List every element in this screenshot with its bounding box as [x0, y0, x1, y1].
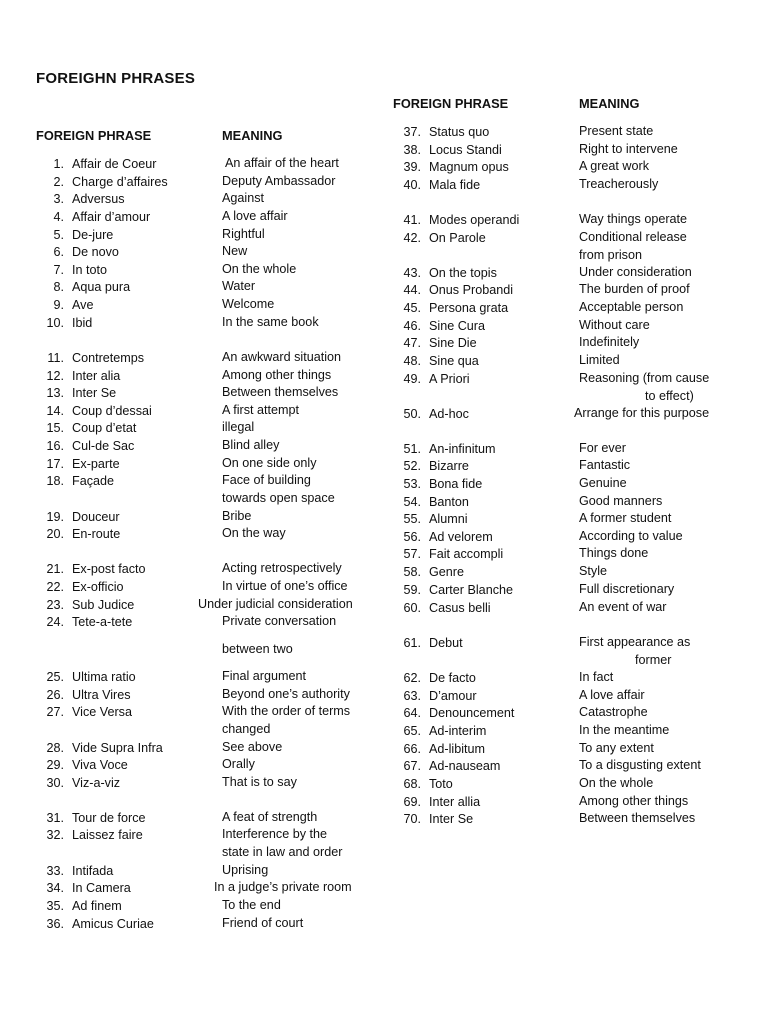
left-meaning-header: MEANING: [222, 128, 283, 143]
list-item: [36, 525, 376, 543]
entry-meaning: Full discretionary: [579, 582, 675, 596]
entry-phrase: An-infinitum: [429, 442, 496, 456]
entry-phrase: Façade: [72, 474, 115, 488]
entry-meaning: Final argument: [222, 669, 306, 683]
entry-phrase: Sine qua: [429, 354, 479, 368]
entry-phrase: En-route: [72, 527, 121, 541]
entry-phrase: Aqua pura: [72, 280, 131, 294]
entry-number: 18.: [46, 474, 64, 488]
entry-meaning: Deputy Ambassador: [222, 174, 336, 188]
list-item: [393, 334, 733, 352]
entry-phrase: Affair de Coeur: [72, 157, 157, 171]
entry-meaning: A great work: [579, 159, 649, 173]
entry-number: 29.: [46, 758, 64, 772]
list-item: [393, 264, 733, 282]
entry-meaning: to effect): [645, 388, 694, 403]
entry-number: 9.: [53, 298, 64, 312]
entry-phrase: Viz-a-viz: [72, 776, 121, 790]
entry-meaning: Uprising: [222, 863, 269, 877]
entry-number: 11.: [47, 351, 64, 365]
entry-number: 30.: [46, 776, 64, 790]
entry-number: 6.: [53, 245, 64, 259]
entry-number: 13.: [46, 386, 64, 400]
entry-number: 67.: [403, 759, 421, 773]
entry-meaning: Indefinitely: [579, 335, 640, 349]
entry-meaning: changed: [222, 721, 271, 736]
entry-phrase: Viva Voce: [72, 758, 128, 772]
entry-number: 32.: [46, 828, 64, 842]
entry-number: 16.: [46, 439, 64, 453]
entry-phrase: Denouncement: [429, 706, 515, 720]
list-item: [36, 367, 376, 385]
entry-meaning: Orally: [222, 757, 255, 771]
entry-meaning: A feat of strength: [222, 810, 318, 824]
entry-meaning: Interference by the: [222, 827, 328, 841]
list-item: [393, 793, 733, 811]
right-phrase-header: FOREIGN PHRASE: [393, 96, 509, 111]
entry-meaning: In virtue of one’s office: [222, 579, 348, 593]
entry-phrase: Persona grata: [429, 301, 509, 315]
entry-number: 36.: [46, 917, 64, 931]
entry-meaning: Under judicial consideration: [198, 597, 353, 611]
entry-phrase: Ibid: [72, 316, 93, 330]
entry-number: 39.: [403, 160, 421, 174]
entry-phrase: Bona fide: [429, 477, 483, 491]
entry-phrase: On Parole: [429, 231, 486, 245]
entry-meaning: An affair of the heart: [225, 156, 339, 170]
entry-phrase: De novo: [72, 245, 119, 259]
list-item: [36, 756, 376, 774]
entry-meaning: Private conversation: [222, 614, 337, 628]
entry-number: 59.: [403, 583, 421, 597]
entry-phrase: Ex-officio: [72, 580, 124, 594]
entry-meaning: In the meantime: [579, 723, 670, 737]
left-phrase-list: [36, 0, 376, 1024]
entry-meaning: Way things operate: [579, 212, 688, 226]
list-item: [393, 370, 733, 403]
entry-meaning: Face of building: [222, 473, 311, 487]
entry-number: 48.: [403, 354, 421, 368]
list-item: [36, 190, 376, 208]
entry-phrase: Ad-nauseam: [429, 759, 501, 773]
entry-meaning: First appearance as: [579, 635, 691, 649]
entry-phrase: Ex-parte: [72, 457, 120, 471]
entry-number: 7.: [53, 263, 64, 277]
entry-number: 4.: [53, 210, 64, 224]
entry-number: 43.: [403, 266, 421, 280]
entry-phrase: Ave: [72, 298, 94, 312]
entry-number: 37.: [403, 125, 421, 139]
list-item: [393, 669, 733, 687]
entry-number: 3.: [53, 192, 64, 206]
entry-number: 60.: [403, 601, 421, 615]
list-item: [393, 229, 733, 262]
entry-phrase: Onus Probandi: [429, 283, 514, 297]
entry-meaning: To the end: [222, 898, 281, 912]
entry-meaning: Genuine: [579, 476, 627, 490]
entry-phrase: Sine Die: [429, 336, 477, 350]
entry-meaning: A love affair: [222, 209, 288, 223]
entry-meaning: Friend of court: [222, 916, 304, 930]
list-item: [36, 155, 376, 173]
entry-meaning: between two: [222, 642, 293, 656]
entry-number: 41.: [403, 213, 421, 227]
entry-number: 12.: [46, 369, 64, 383]
entry-number: 54.: [403, 495, 421, 509]
entry-meaning: Among other things: [579, 794, 689, 808]
entry-number: 10.: [46, 316, 64, 330]
entry-phrase: Status quo: [429, 125, 490, 139]
list-item: [393, 457, 733, 475]
list-item: [393, 634, 733, 667]
entry-meaning: Conditional release: [579, 230, 687, 244]
entry-number: 65.: [403, 724, 421, 738]
list-item: [36, 915, 376, 933]
list-item: [393, 510, 733, 528]
entry-meaning: In the same book: [222, 315, 319, 329]
entry-phrase: Ultima ratio: [72, 670, 136, 684]
entry-number: 19.: [46, 510, 64, 524]
entry-number: 55.: [403, 512, 421, 526]
entry-phrase: Sine Cura: [429, 319, 486, 333]
entry-phrase: Casus belli: [429, 601, 491, 615]
list-item: [393, 405, 733, 423]
entry-phrase: Contretemps: [72, 351, 145, 365]
right-phrase-list: [393, 0, 753, 1024]
list-item: [393, 123, 733, 141]
entry-number: 8.: [53, 280, 64, 294]
entry-phrase: D’amour: [429, 689, 477, 703]
entry-number: 50.: [403, 407, 421, 421]
entry-meaning: A former student: [579, 511, 672, 525]
list-item: [393, 757, 733, 775]
list-item: [36, 703, 376, 736]
entry-phrase: Vice Versa: [72, 705, 132, 719]
entry-number: 31.: [46, 811, 64, 825]
entry-meaning: Right to intervene: [579, 142, 678, 156]
entry-phrase: Tete-a-tete: [72, 615, 133, 629]
list-item: [36, 879, 376, 897]
entry-meaning: In a judge’s private room: [214, 880, 352, 894]
list-item: [393, 158, 733, 176]
entry-meaning: To a disgusting extent: [579, 758, 701, 772]
list-item: [393, 775, 733, 793]
list-item: [36, 686, 376, 704]
list-item: [36, 261, 376, 279]
list-item: [36, 560, 376, 578]
list-item: [393, 176, 733, 194]
list-item: [36, 314, 376, 332]
list-item: [393, 352, 733, 370]
entry-meaning: That is to say: [222, 775, 297, 789]
entry-phrase: In Camera: [72, 881, 131, 895]
entry-phrase: On the topis: [429, 266, 497, 280]
entry-number: 34.: [46, 881, 64, 895]
entry-number: 56.: [403, 530, 421, 544]
entry-meaning: Among other things: [222, 368, 332, 382]
entry-number: 23.: [46, 598, 64, 612]
entry-meaning: Limited: [579, 353, 620, 367]
entry-meaning: With the order of terms: [222, 704, 351, 718]
entry-meaning: Good manners: [579, 494, 663, 508]
entry-phrase: Mala fide: [429, 178, 481, 192]
list-item: [36, 809, 376, 827]
entry-meaning: A love affair: [579, 688, 645, 702]
entry-phrase: Coup d’dessai: [72, 404, 152, 418]
entry-phrase: Inter alia: [72, 369, 121, 383]
entry-number: 49.: [403, 372, 421, 386]
entry-number: 33.: [46, 864, 64, 878]
entry-phrase: Sub Judice: [72, 598, 135, 612]
entry-meaning: Fantastic: [579, 458, 631, 472]
entry-phrase: Magnum opus: [429, 160, 509, 174]
entry-number: 35.: [46, 899, 64, 913]
entry-meaning: On one side only: [222, 456, 317, 470]
list-item: [36, 578, 376, 596]
entry-meaning: Under consideration: [579, 265, 692, 279]
entry-meaning: Catastrophe: [579, 705, 648, 719]
entry-number: 14.: [46, 404, 64, 418]
entry-number: 1.: [53, 157, 64, 171]
list-item: [393, 722, 733, 740]
entry-phrase: Douceur: [72, 510, 120, 524]
entry-phrase: Vide Supra Infra: [72, 741, 163, 755]
entry-phrase: Laissez faire: [72, 828, 143, 842]
entry-phrase: Adversus: [72, 192, 125, 206]
list-item: [36, 774, 376, 792]
entry-phrase: Ex-post facto: [72, 562, 146, 576]
entry-phrase: Ultra Vires: [72, 688, 131, 702]
entry-meaning: Bribe: [222, 509, 252, 523]
entry-meaning: state in law and order: [222, 844, 343, 859]
entry-meaning: To any extent: [579, 741, 654, 755]
entry-number: 47.: [403, 336, 421, 350]
entry-number: 53.: [403, 477, 421, 491]
entry-number: 44.: [403, 283, 421, 297]
entry-phrase: De facto: [429, 671, 476, 685]
entry-meaning: According to value: [579, 529, 683, 543]
list-item: [36, 296, 376, 314]
entry-phrase: Inter allia: [429, 795, 481, 809]
list-item: [36, 173, 376, 191]
entry-meaning: New: [222, 244, 248, 258]
entry-phrase: Tour de force: [72, 811, 146, 825]
list-item: [393, 581, 733, 599]
entry-number: 52.: [403, 459, 421, 473]
entry-number: 28.: [46, 741, 64, 755]
entry-number: 66.: [403, 742, 421, 756]
list-item: [36, 419, 376, 437]
entry-meaning: Reasoning (from cause: [579, 371, 710, 385]
entry-meaning: On the whole: [579, 776, 654, 790]
entry-meaning: Between themselves: [579, 811, 696, 825]
entry-phrase: Ad-hoc: [429, 407, 469, 421]
entry-meaning: An awkward situation: [222, 350, 342, 364]
entry-meaning: Present state: [579, 124, 654, 138]
entry-meaning: Treacherously: [579, 177, 659, 191]
entry-phrase: In toto: [72, 263, 108, 277]
entry-number: 42.: [403, 231, 421, 245]
list-item: [36, 862, 376, 880]
entry-meaning: A first attempt: [222, 403, 299, 417]
entry-meaning: The burden of proof: [579, 282, 690, 296]
list-item: [393, 299, 733, 317]
list-item: [36, 226, 376, 244]
list-item: [393, 740, 733, 758]
entry-number: 69.: [403, 795, 421, 809]
list-item: [36, 508, 376, 526]
entry-phrase: Inter Se: [72, 386, 117, 400]
entry-number: 22.: [46, 580, 64, 594]
entry-number: 25.: [46, 670, 64, 684]
entry-number: 51.: [403, 442, 421, 456]
entry-meaning: Rightful: [222, 227, 265, 241]
entry-meaning: On the way: [222, 526, 286, 540]
entry-number: 70.: [403, 812, 421, 826]
list-item: [36, 826, 376, 859]
entry-phrase: Carter Blanche: [429, 583, 513, 597]
entry-phrase: Ad velorem: [429, 530, 493, 544]
entry-number: 24.: [46, 615, 64, 629]
list-item: [36, 472, 376, 505]
list-item: [393, 141, 733, 159]
list-item: [393, 475, 733, 493]
list-item: [36, 208, 376, 226]
entry-phrase: Ad finem: [72, 899, 122, 913]
entry-phrase: Locus Standi: [429, 143, 502, 157]
list-item: [36, 613, 376, 631]
entry-phrase: Alumni: [429, 512, 468, 526]
entry-meaning: Without care: [579, 318, 650, 332]
entry-number: 57.: [403, 547, 421, 561]
entry-number: 21.: [46, 562, 64, 576]
list-item: [36, 455, 376, 473]
list-item: [393, 440, 733, 458]
entry-number: 38.: [403, 143, 421, 157]
list-item: [36, 641, 376, 659]
entry-meaning: Blind alley: [222, 438, 280, 452]
entry-phrase: Charge d’affaires: [72, 175, 168, 189]
list-item: [393, 545, 733, 563]
entry-phrase: Cul-de Sac: [72, 439, 135, 453]
entry-meaning: Things done: [579, 546, 649, 560]
entry-phrase: Debut: [429, 636, 463, 650]
list-item: [393, 704, 733, 722]
list-item: [36, 349, 376, 367]
list-item: [393, 528, 733, 546]
list-item: [393, 493, 733, 511]
entry-meaning: Style: [579, 564, 607, 578]
entry-meaning: former: [635, 652, 672, 667]
entry-phrase: Intifada: [72, 864, 114, 878]
list-item: [393, 281, 733, 299]
list-item: [36, 668, 376, 686]
list-item: [36, 384, 376, 402]
entry-phrase: Ad-libitum: [429, 742, 485, 756]
entry-number: 27.: [46, 705, 64, 719]
entry-meaning: In fact: [579, 670, 614, 684]
list-item: [36, 739, 376, 757]
entry-phrase: Amicus Curiae: [72, 917, 154, 931]
entry-meaning: Acceptable person: [579, 300, 684, 314]
list-item: [36, 278, 376, 296]
entry-phrase: A Priori: [429, 372, 470, 386]
entry-meaning: Arrange for this purpose: [574, 406, 710, 420]
entry-meaning: See above: [222, 740, 283, 754]
entry-meaning: Between themselves: [222, 385, 339, 399]
entry-number: 64.: [403, 706, 421, 720]
entry-number: 17.: [46, 457, 64, 471]
right-meaning-header: MEANING: [579, 96, 640, 111]
page-title: FOREIGHN PHRASES: [36, 70, 196, 87]
entry-phrase: Ad-interim: [429, 724, 487, 738]
entry-meaning: Acting retrospectively: [222, 561, 342, 575]
entry-number: 40.: [403, 178, 421, 192]
entry-meaning: illegal: [222, 420, 255, 434]
left-phrase-header: FOREIGN PHRASE: [36, 128, 152, 143]
entry-phrase: Modes operandi: [429, 213, 520, 227]
entry-phrase: De-jure: [72, 228, 114, 242]
entry-phrase: Genre: [429, 565, 465, 579]
list-item: [393, 317, 733, 335]
list-item: [36, 596, 376, 614]
list-item: [36, 897, 376, 915]
entry-number: 5.: [53, 228, 64, 242]
list-item: [393, 563, 733, 581]
entry-phrase: Bizarre: [429, 459, 469, 473]
entry-meaning: Beyond one’s authority: [222, 687, 350, 701]
entry-meaning: from prison: [579, 247, 642, 262]
list-item: [36, 437, 376, 455]
entry-number: 62.: [403, 671, 421, 685]
list-item: [393, 810, 733, 828]
entry-number: 20.: [46, 527, 64, 541]
list-item: [36, 243, 376, 261]
entry-number: 68.: [403, 777, 421, 791]
entry-number: 63.: [403, 689, 421, 703]
entry-meaning: towards open space: [222, 490, 335, 505]
list-item: [393, 687, 733, 705]
entry-meaning: For ever: [579, 441, 626, 455]
entry-phrase: Inter Se: [429, 812, 474, 826]
entry-phrase: Coup d’etat: [72, 421, 137, 435]
entry-meaning: On the whole: [222, 262, 297, 276]
list-item: [36, 402, 376, 420]
entry-number: 26.: [46, 688, 64, 702]
entry-meaning: An event of war: [579, 600, 667, 614]
entry-number: 2.: [53, 175, 64, 189]
entry-meaning: Water: [222, 279, 256, 293]
entry-number: 58.: [403, 565, 421, 579]
entry-phrase: Banton: [429, 495, 469, 509]
entry-meaning: Against: [222, 191, 265, 205]
entry-number: 45.: [403, 301, 421, 315]
entry-meaning: Welcome: [222, 297, 275, 311]
entry-phrase: Toto: [429, 777, 453, 791]
entry-number: 61.: [403, 636, 421, 650]
list-item: [393, 211, 733, 229]
list-item: [393, 599, 733, 617]
entry-number: 46.: [403, 319, 421, 333]
entry-number: 15.: [46, 421, 64, 435]
entry-phrase: Fait accompli: [429, 547, 504, 561]
entry-phrase: Affair d’amour: [72, 210, 151, 224]
